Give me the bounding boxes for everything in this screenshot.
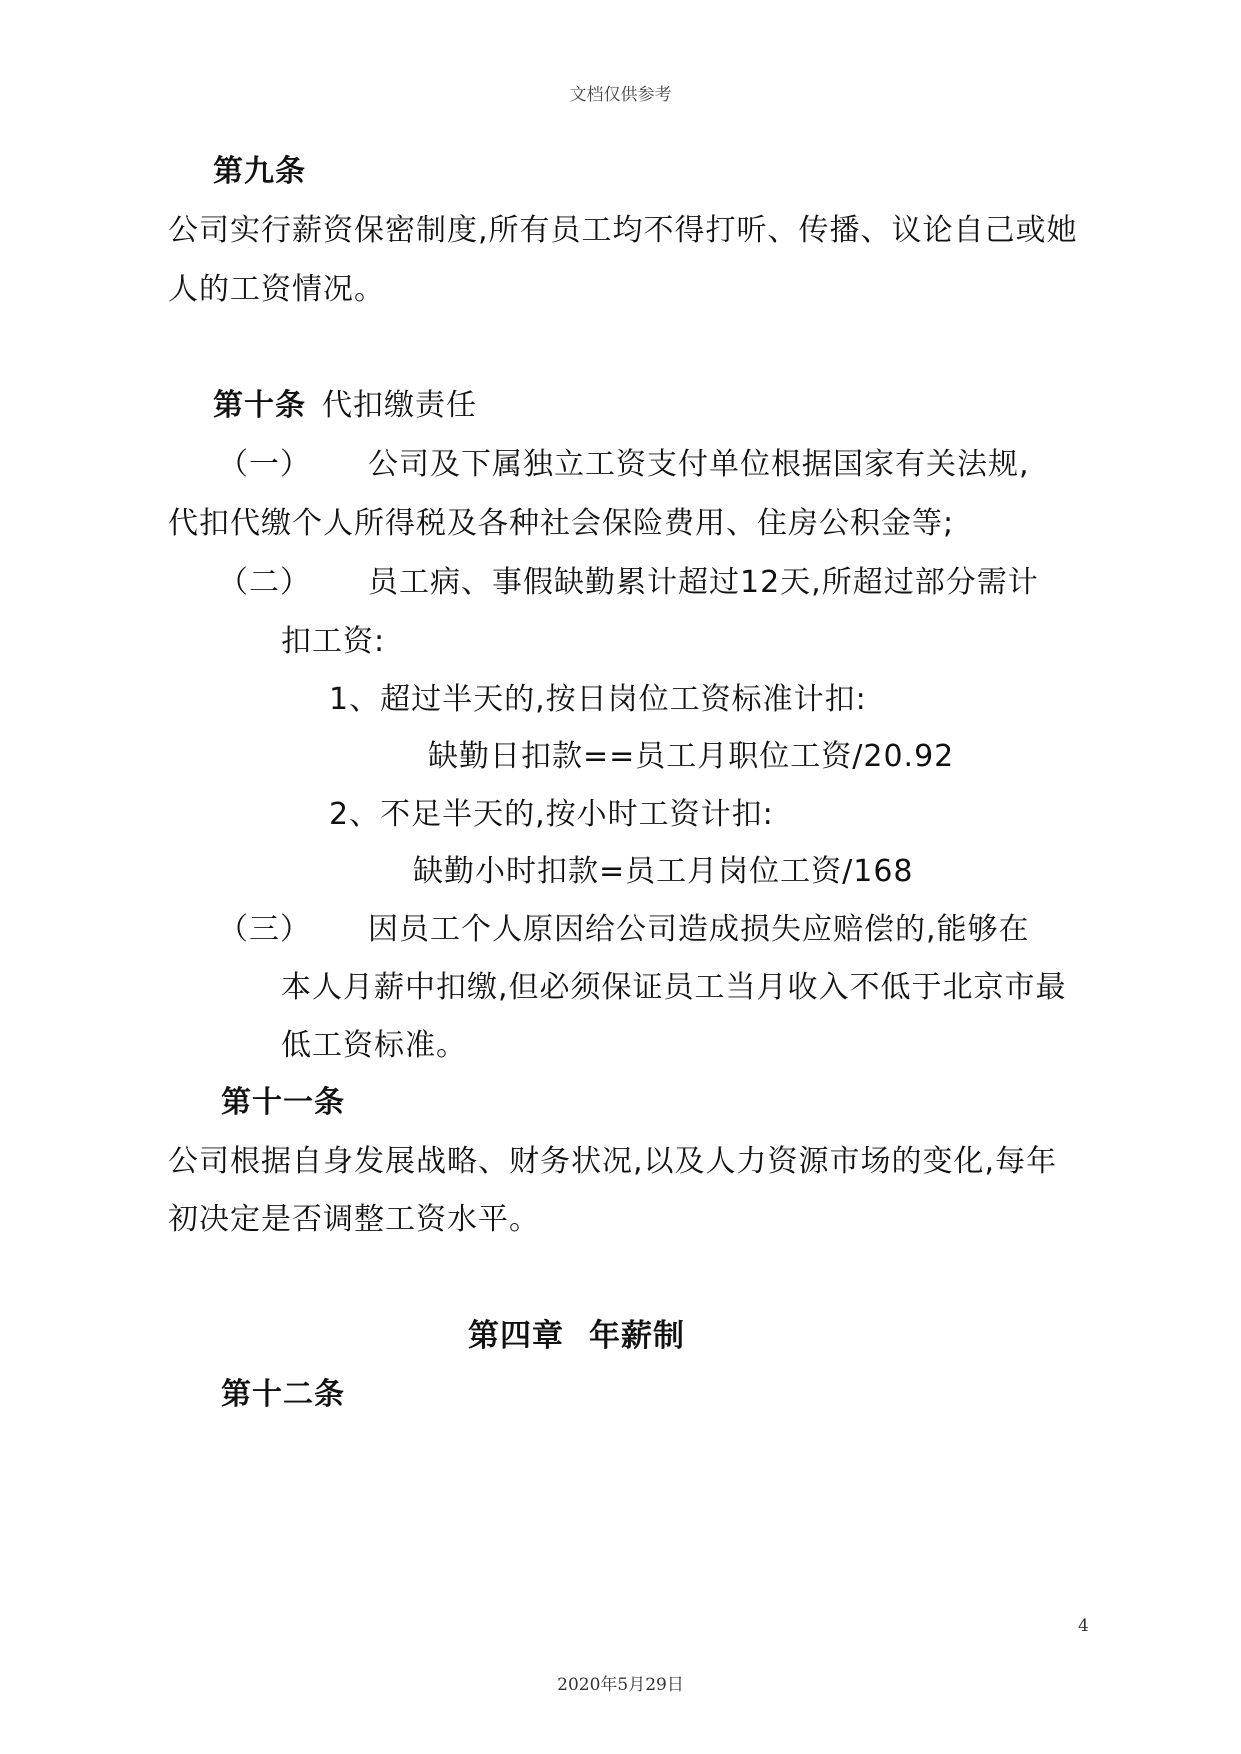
footer-date: 2020年5月29日	[557, 1675, 684, 1695]
article-10-item-2-marker: （二）	[218, 565, 311, 600]
article-10-item-1-marker: （一）	[218, 447, 311, 482]
article-10-subtitle: 代扣缴责任	[322, 388, 477, 423]
article-10-item-2-line-1: 员工病、事假缺勤累计超过12天,所超过部分需计	[368, 565, 1039, 600]
article-12-title: 第十二条	[221, 1377, 345, 1412]
article-11-line-1: 公司根据自身发展战略、财务状况,以及人力资源市场的变化,每年	[168, 1144, 1058, 1179]
article-10-item-1-line-1: 公司及下属独立工资支付单位根据国家有关法规,	[368, 447, 1030, 482]
article-10-item-2-sub-2: 2、不足半天的,按小时工资计扣:	[329, 797, 774, 832]
article-10-item-1-line-2: 代扣代缴个人所得税及各种社会保险费用、住房公积金等;	[168, 506, 955, 541]
article-11-line-2: 初决定是否调整工资水平。	[168, 1202, 540, 1237]
article-9-title: 第九条	[213, 154, 306, 189]
article-10-item-2-formula-2: 缺勤小时扣款=员工月岗位工资/168	[413, 854, 914, 889]
article-9-line-1: 公司实行薪资保密制度,所有员工均不得打听、传播、议论自己或她	[168, 213, 1078, 248]
article-10-item-2-sub-1: 1、超过半天的,按日岗位工资标准计扣:	[329, 682, 867, 717]
article-10-item-2-formula-1: 缺勤日扣款==员工月职位工资/20.92	[428, 739, 955, 774]
article-11-title: 第十一条	[221, 1085, 345, 1120]
chapter-4-title: 第四章	[468, 1318, 564, 1354]
article-10-title: 第十条	[213, 388, 306, 423]
article-10-item-3-marker: （三）	[218, 912, 311, 947]
article-10-item-3-line-3: 低工资标准。	[281, 1028, 467, 1063]
page-number: 4	[1078, 1616, 1089, 1636]
article-10-item-3-line-2: 本人月薪中扣缴,但必须保证员工当月收入不低于北京市最	[281, 970, 1067, 1005]
header-note: 文档仅供参考	[569, 85, 672, 105]
article-10-item-3-line-1: 因员工个人原因给公司造成损失应赔偿的,能够在	[368, 912, 1030, 947]
article-10-item-2-line-2: 扣工资:	[281, 624, 386, 659]
chapter-4-subtitle: 年薪制	[589, 1318, 685, 1354]
article-9-line-2: 人的工资情况。	[168, 272, 385, 307]
